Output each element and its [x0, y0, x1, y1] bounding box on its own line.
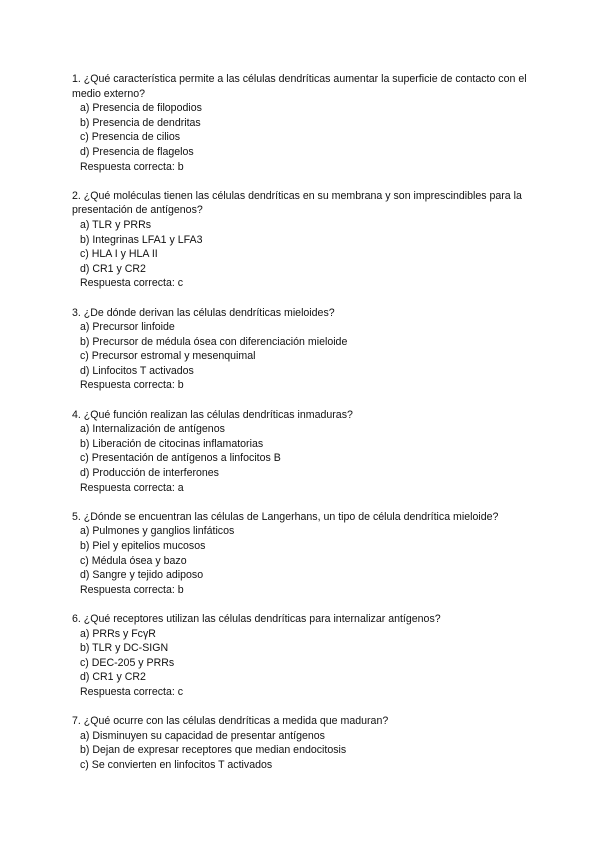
correct-answer: Respuesta correcta: a: [80, 481, 184, 494]
option-d: d) Linfocitos T activados: [80, 364, 194, 377]
question-6: [72, 612, 542, 700]
option-b: b) Piel y epitelios mucosos: [80, 540, 206, 552]
option-a: a) Pulmones y ganglios linfáticos: [80, 525, 235, 538]
option-list: [72, 218, 542, 276]
option-list: [72, 524, 542, 582]
correct-answer: Respuesta correcta: c: [80, 277, 184, 290]
option-b: b) Integrinas LFA1 y LFA3: [80, 233, 203, 246]
question-text: 1. ¿Qué característica permite a las células dendríticas aumentar la superficie de contacto con el medio externo?: [72, 73, 527, 100]
question-3: [72, 306, 542, 394]
correct-answer: Respuesta correcta: c: [80, 685, 184, 698]
question-4: [72, 408, 542, 496]
option-d: d) Producción de interferones: [80, 467, 219, 480]
option-a: a) Presencia de filopodios: [80, 102, 202, 115]
option-d: d) Sangre y tejido adiposo: [80, 569, 204, 582]
option-d: d) Presencia de flagelos: [80, 145, 194, 158]
option-a: a) Precursor linfoide: [80, 321, 175, 334]
option-list: [72, 729, 542, 773]
question-list: [72, 72, 542, 787]
option-c: c) Presencia de cilios: [80, 131, 181, 144]
option-c: c) DEC-205 y PRRs: [80, 656, 175, 669]
option-d: d) CR1 y CR2: [80, 262, 146, 275]
question-text: 5. ¿Dónde se encuentran las células de Langerhans, un tipo de célula dendrítica mieloide?: [72, 510, 499, 523]
question-7: [72, 714, 542, 772]
option-b: b) Precursor de médula ósea con diferenciación mieloide: [80, 335, 348, 348]
option-b: b) Liberación de citocinas inflamatorias: [80, 437, 264, 450]
correct-answer: Respuesta correcta: b: [80, 160, 184, 173]
correct-answer: Respuesta correcta: b: [80, 379, 184, 392]
option-a: a) PRRs y FcγR: [80, 627, 156, 640]
question-5: [72, 510, 542, 598]
option-c: c) Presentación de antígenos a linfocitos B: [80, 452, 281, 465]
option-c: c) Precursor estromal y mesenquimal: [80, 350, 256, 363]
option-list: [72, 627, 542, 685]
option-b: b) Presencia de dendritas: [80, 116, 201, 129]
option-list: [72, 320, 542, 378]
option-c: c) Se convierten en linfocitos T activados: [80, 758, 273, 771]
question-text: 3. ¿De dónde derivan las células dendríticas mieloides?: [72, 306, 335, 319]
question-text: 6. ¿Qué receptores utilizan las células dendríticas para internalizar antígenos?: [72, 612, 441, 625]
option-list: [72, 422, 542, 480]
question-text: 2. ¿Qué moléculas tienen las células dendríticas en su membrana y son imprescindibles para la presentación de antígenos?: [72, 189, 522, 217]
option-c: c) Médula ósea y bazo: [80, 554, 187, 567]
correct-answer: Respuesta correcta: b: [80, 583, 184, 596]
option-b: b) TLR y DC-SIGN: [80, 642, 169, 655]
question-1: [72, 72, 542, 174]
option-a: a) TLR y PRRs: [80, 218, 152, 231]
option-c: c) HLA I y HLA II: [80, 248, 158, 261]
option-a: a) Disminuyen su capacidad de presentar antígenos: [80, 729, 325, 742]
option-a: a) Internalización de antígenos: [80, 423, 225, 436]
question-text: 4. ¿Qué función realizan las células dendríticas inmaduras?: [72, 408, 353, 421]
option-b: b) Dejan de expresar receptores que median endocitosis: [80, 744, 347, 757]
option-list: [72, 101, 542, 159]
question-text: 7. ¿Qué ocurre con las células dendríticas a medida que maduran?: [72, 715, 389, 728]
question-2: [72, 189, 542, 291]
option-d: d) CR1 y CR2: [80, 671, 146, 684]
